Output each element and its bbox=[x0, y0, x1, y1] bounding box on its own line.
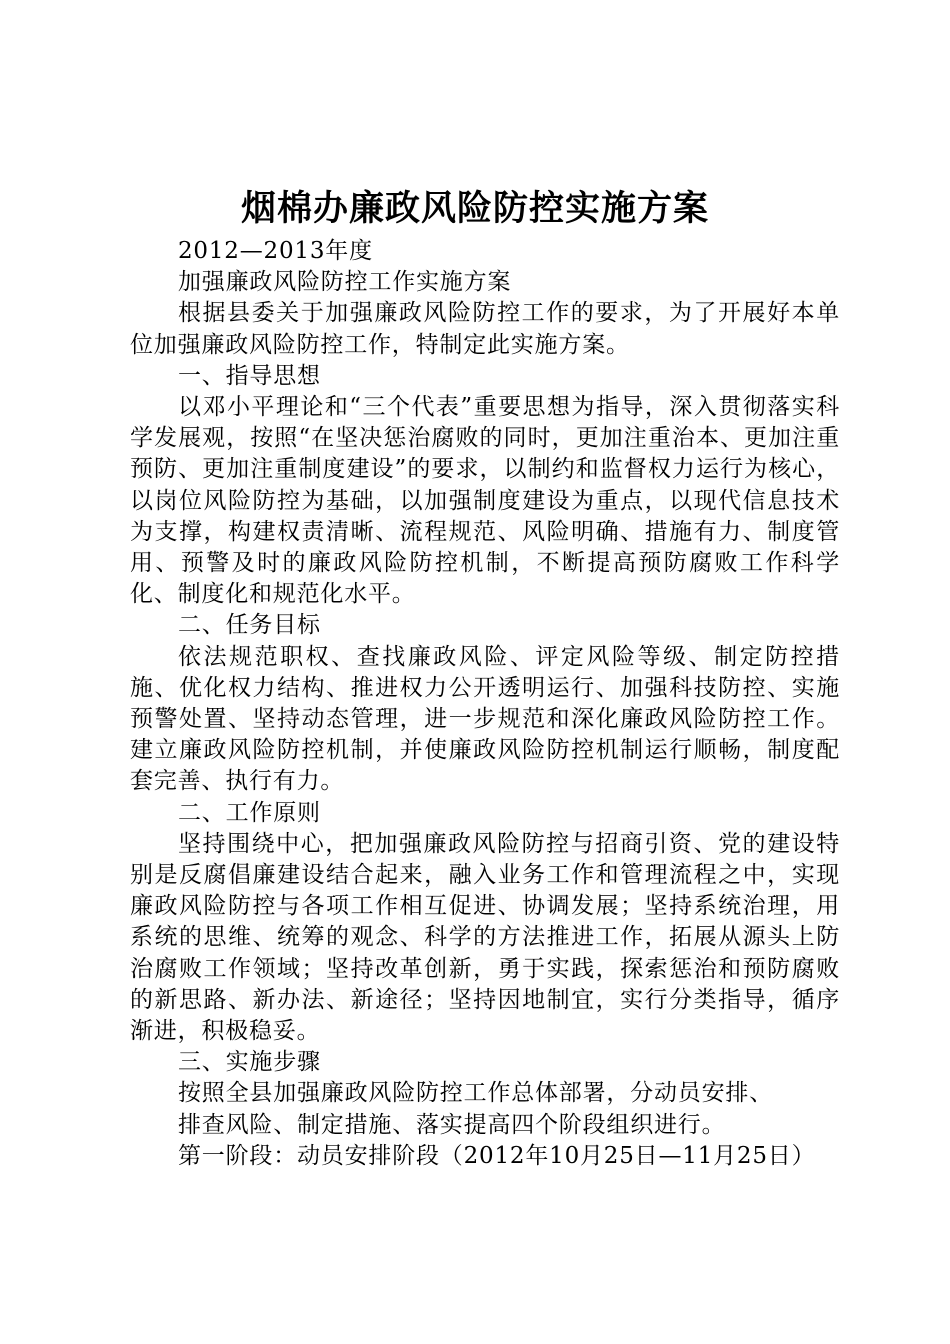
section-heading-work-principles: 二、工作原则 bbox=[178, 799, 321, 826]
document-title: 烟棉办廉政风险防控实施方案 bbox=[240, 189, 709, 229]
phase-one-line: 第一阶段：动员安排阶段（2012年10月25日—11月25日） bbox=[178, 1142, 816, 1169]
work-principles-paragraph: 坚持围绕中心，把加强廉政风险防控与招商引资、党的建设特别是反腐倡廉建设结合起来，融入业务工作和管理流程之中，实现廉政风险防控与各项工作相互促进、协调发展；坚持系统治理，用系统的思维、统筹的观念、科学的方法推进工作，拓展从源头上防治腐败工作领域；坚持改革创新，勇于实践，探索惩治和预防腐败的新思路、新办法、新途径；坚持因地制宜，实行分类指导，循序渐进，积极稳妥。 bbox=[130, 830, 840, 1045]
section-heading-implementation-steps: 三、实施步骤 bbox=[178, 1049, 321, 1076]
intro-paragraph: 根据县委关于加强廉政风险防控工作的要求，为了开展好本单位加强廉政风险防控工作，特制定此实施方案。 bbox=[130, 300, 840, 358]
subtitle-line: 加强廉政风险防控工作实施方案 bbox=[178, 269, 512, 296]
guiding-ideology-paragraph: 以邓小平理论和“三个代表”重要思想为指导，深入贯彻落实科学发展观，按照“在坚决惩治腐败的同时，更加注重治本、更加注重预防、更加注重制度建设”的要求，以制约和监督权力运行为核心，以岗位风险防控为基础，以加强制度建设为重点，以现代信息技术为支撑，构建权责清晰、流程规范、风险明确、措施有力、制度管用、预警及时的廉政风险防控机制，不断提高预防腐败工作科学化、制度化和规范化水平。 bbox=[130, 394, 840, 608]
section-heading-task-goals: 二、任务目标 bbox=[178, 612, 321, 639]
year-line: 2012—2013年度 bbox=[178, 238, 373, 264]
task-goals-paragraph: 依法规范职权、查找廉政风险、评定风险等级、制定防控措施、优化权力结构、推进权力公开透明运行、加强科技防控、实施预警处置、坚持动态管理，进一步规范和深化廉政风险防控工作。建立廉政风险防控机制，并使廉政风险防控机制运行顺畅，制度配套完善、执行有力。 bbox=[130, 643, 840, 795]
implementation-steps-line-1: 按照全县加强廉政风险防控工作总体部署，分动员安排、 bbox=[178, 1080, 773, 1107]
document-body bbox=[130, 236, 840, 1172]
implementation-steps-line-2: 排查风险、制定措施、落实提高四个阶段组织进行。 bbox=[178, 1111, 726, 1138]
section-heading-guiding-ideology: 一、指导思想 bbox=[178, 362, 321, 389]
